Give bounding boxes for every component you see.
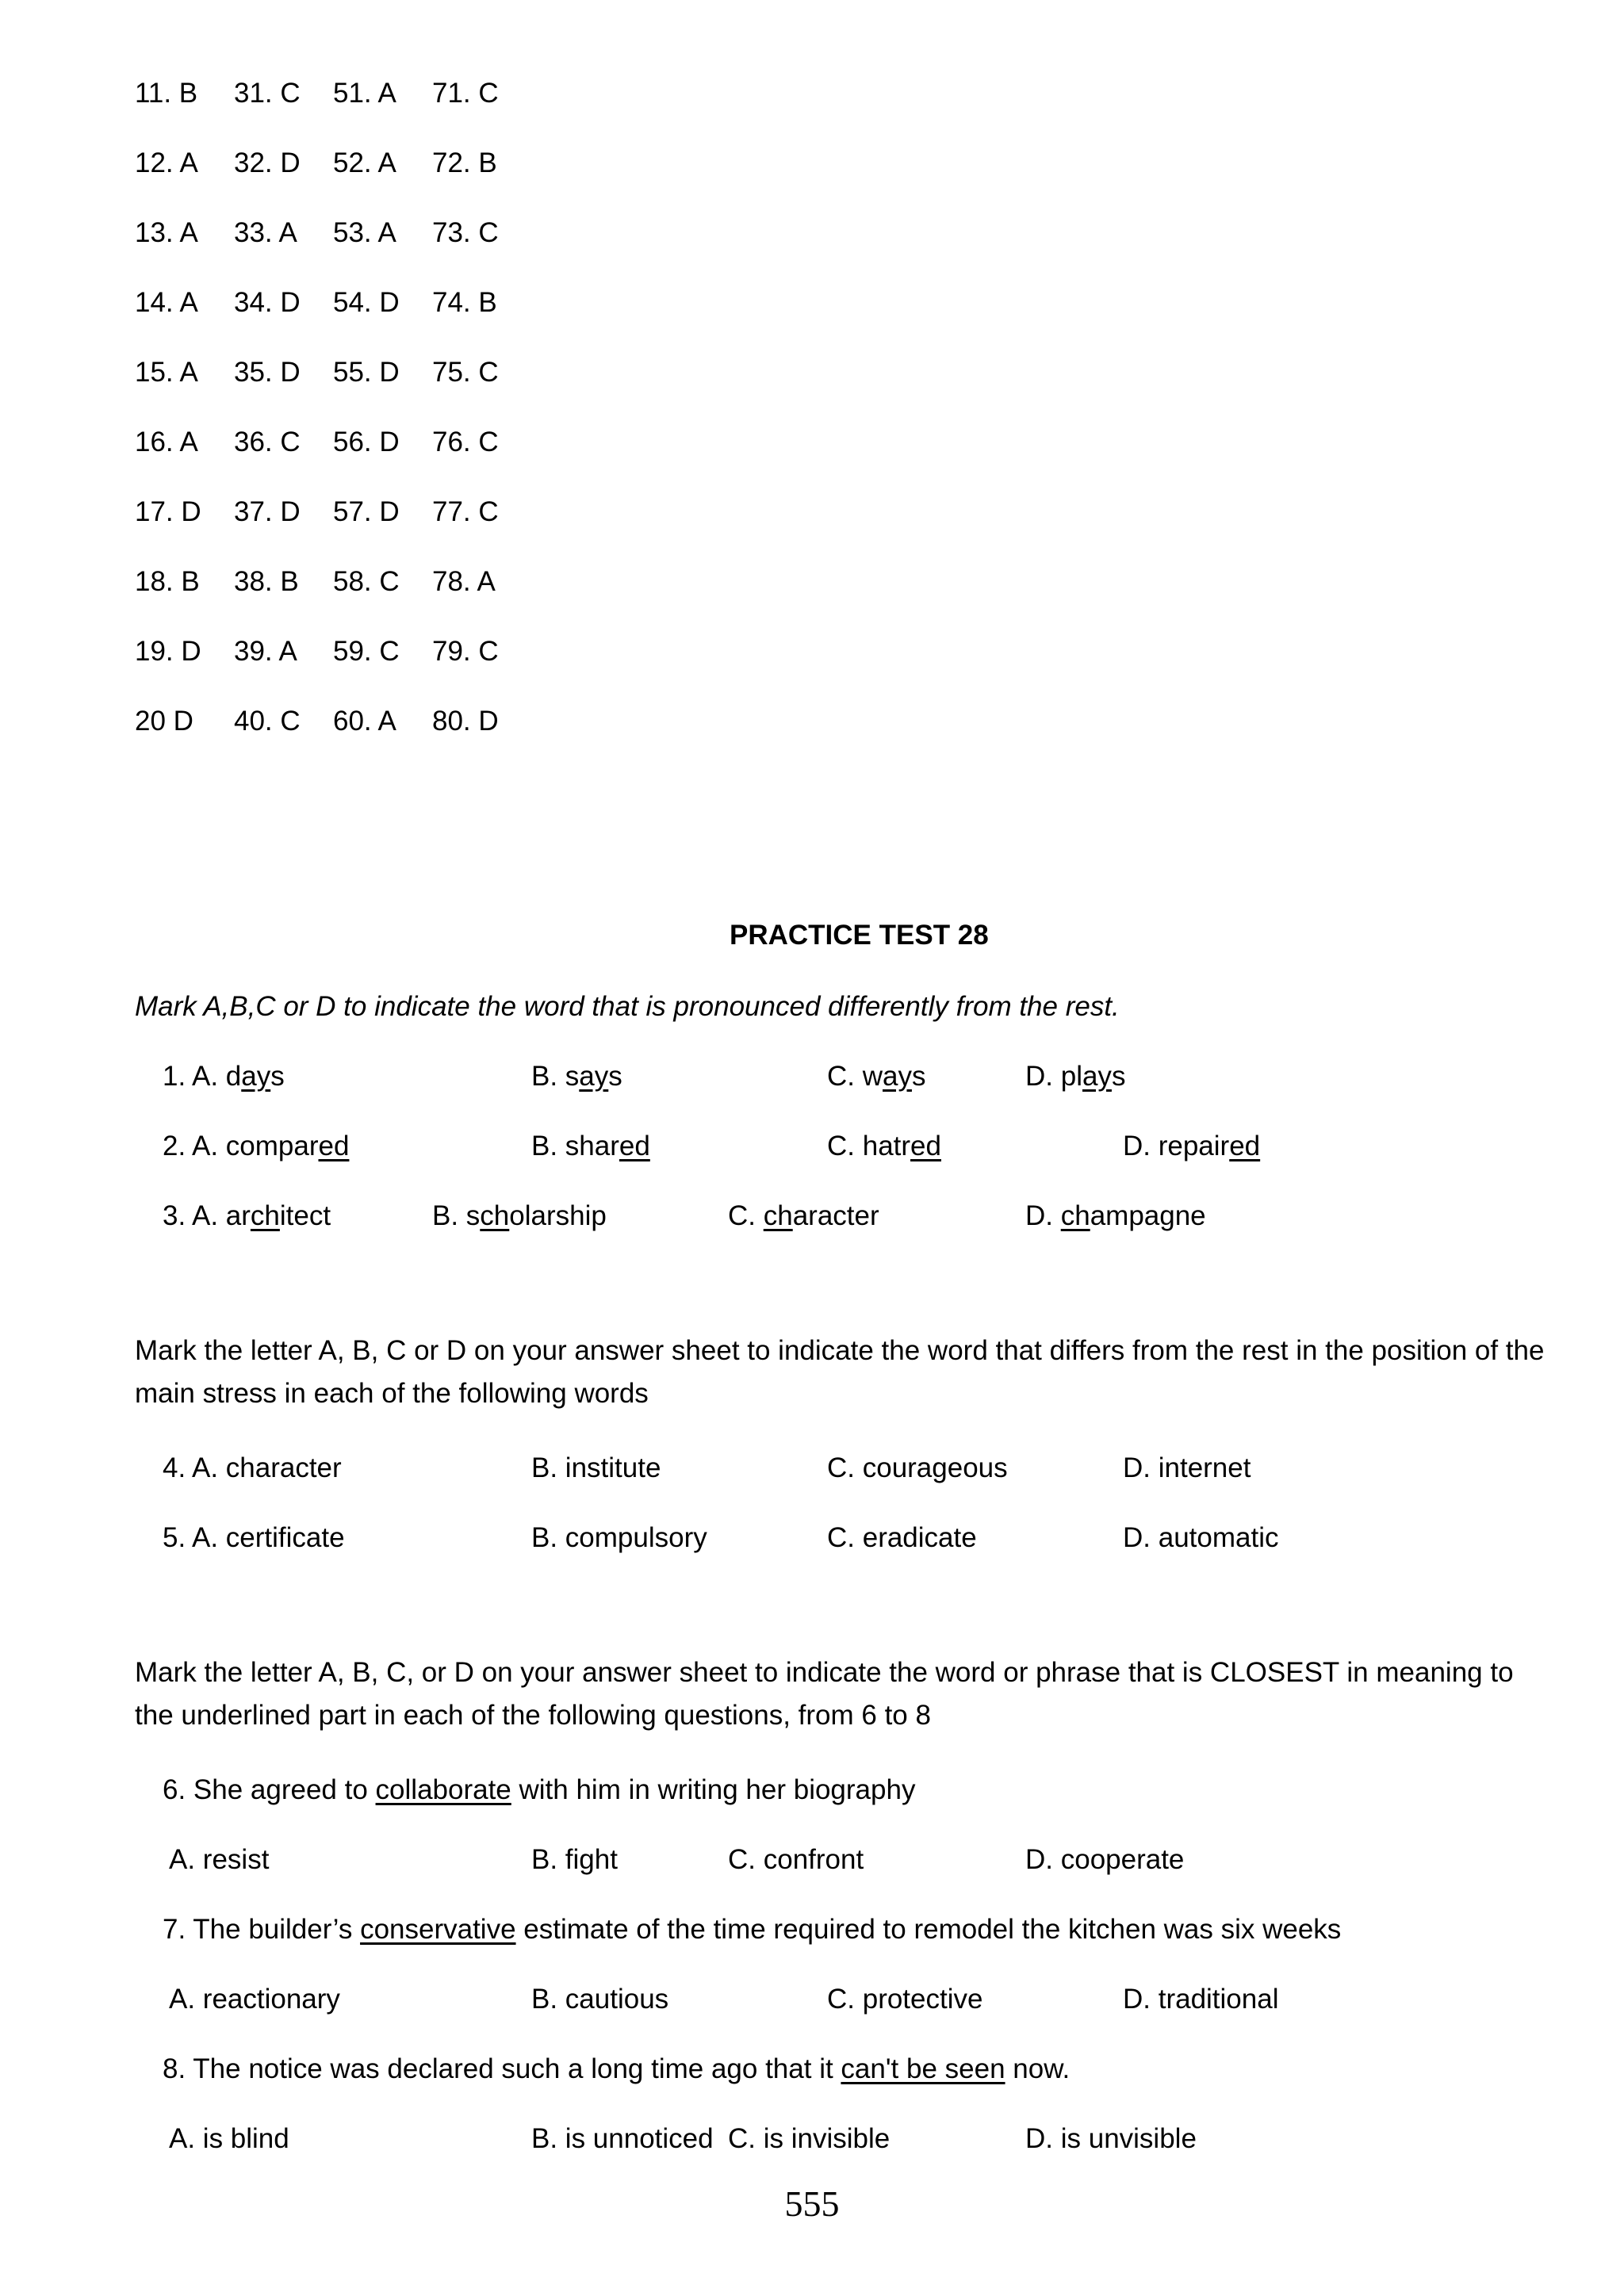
q8-stem: 8. The notice was declared such a long time ago that it can't be seen now. bbox=[163, 2053, 1071, 2084]
answer-key-cell: 37. D bbox=[234, 496, 301, 527]
answer-key-cell: 71. C bbox=[432, 78, 499, 109]
answer-key-cell: 53. A bbox=[333, 217, 396, 248]
answer-key-cell: 35. D bbox=[234, 357, 301, 388]
answer-key-cell: 40. C bbox=[234, 706, 301, 737]
answer-key-cell: 14. A bbox=[135, 287, 198, 318]
q2-option-c: C. hatred bbox=[827, 1131, 941, 1161]
q8-option-b: B. is unnoticed bbox=[531, 2123, 714, 2154]
answer-key-cell: 52. A bbox=[333, 147, 396, 178]
practice-test-title: PRACTICE TEST 28 bbox=[730, 920, 989, 951]
answer-key-cell: 79. C bbox=[432, 636, 499, 667]
answer-key-cell: 12. A bbox=[135, 147, 198, 178]
q7-option-c: C. protective bbox=[827, 1984, 983, 2015]
answer-key-cell: 57. D bbox=[333, 496, 400, 527]
q2-option-a: 2. A. compared bbox=[163, 1131, 350, 1161]
answer-key-cell: 13. A bbox=[135, 217, 198, 248]
q1-option-a: 1. A. days bbox=[163, 1061, 285, 1092]
q6-stem: 6. She agreed to collaborate with him in writing her biography bbox=[163, 1774, 916, 1805]
q5-option-d: D. automatic bbox=[1123, 1522, 1279, 1553]
q5-option-c: C. eradicate bbox=[827, 1522, 977, 1553]
q5-option-a: 5. A. certificate bbox=[163, 1522, 345, 1553]
q6-option-b: B. fight bbox=[531, 1844, 618, 1875]
answer-key-cell: 80. D bbox=[432, 706, 499, 737]
answer-key-cell: 55. D bbox=[333, 357, 400, 388]
q2-option-d: D. repaired bbox=[1123, 1131, 1261, 1161]
answer-key-cell: 36. C bbox=[234, 427, 301, 457]
q6-option-d: D. cooperate bbox=[1025, 1844, 1185, 1875]
q3-option-a: 3. A. architect bbox=[163, 1200, 331, 1231]
section3-instruction: Mark the letter A, B, C, or D on your answer sheet to indicate the word or phrase that is CLOSEST in meaning to the underlined part in each of the following questions, from 6 to 8 bbox=[135, 1657, 1514, 1731]
q8-option-c: C. is invisible bbox=[728, 2123, 891, 2154]
answer-key-cell: 38. B bbox=[234, 566, 299, 597]
q3-option-b: B. scholarship bbox=[432, 1200, 607, 1231]
answer-key-cell: 51. A bbox=[333, 78, 396, 109]
answer-key-cell: 32. D bbox=[234, 147, 301, 178]
answer-key-cell: 75. C bbox=[432, 357, 499, 388]
answer-key-cell: 33. A bbox=[234, 217, 297, 248]
answer-key-cell: 15. A bbox=[135, 357, 198, 388]
answer-key-cell: 56. D bbox=[333, 427, 400, 457]
section1-instruction: Mark A,B,C or D to indicate the word that is pronounced differently from the rest. bbox=[135, 991, 1120, 1022]
q4-option-b: B. institute bbox=[531, 1452, 661, 1483]
answer-key-cell: 31. C bbox=[234, 78, 301, 109]
q7-stem: 7. The builder’s conservative estimate of the time required to remodel the kitchen was six weeks bbox=[163, 1914, 1342, 1945]
answer-key-cell: 19. D bbox=[135, 636, 201, 667]
q2-option-b: B. shared bbox=[531, 1131, 650, 1161]
q3-option-d: D. champagne bbox=[1025, 1200, 1206, 1231]
q7-option-a: A. reactionary bbox=[169, 1984, 340, 2015]
q4-option-a: 4. A. character bbox=[163, 1452, 342, 1483]
answer-key-cell: 34. D bbox=[234, 287, 301, 318]
q6-option-a: A. resist bbox=[169, 1844, 270, 1875]
q5-option-b: B. compulsory bbox=[531, 1522, 707, 1553]
q1-option-b: B. says bbox=[531, 1061, 622, 1092]
q7-option-d: D. traditional bbox=[1123, 1984, 1279, 2015]
answer-key-cell: 58. C bbox=[333, 566, 400, 597]
answer-key-cell: 78. A bbox=[432, 566, 496, 597]
answer-key-cell: 16. A bbox=[135, 427, 198, 457]
answer-key-cell: 74. B bbox=[432, 287, 497, 318]
section2-instruction: Mark the letter A, B, C or D on your answer sheet to indicate the word that differs from the rest in the position of the main stress in each of the following words bbox=[135, 1335, 1545, 1409]
answer-key-cell: 20 D bbox=[135, 706, 193, 737]
answer-key-cell: 17. D bbox=[135, 496, 201, 527]
q8-option-d: D. is unvisible bbox=[1025, 2123, 1197, 2154]
answer-key-cell: 59. C bbox=[333, 636, 400, 667]
answer-key-cell: 18. B bbox=[135, 566, 200, 597]
q3-option-c: C. character bbox=[728, 1200, 879, 1231]
q1-option-c: C. ways bbox=[827, 1061, 926, 1092]
answer-key-cell: 39. A bbox=[234, 636, 297, 667]
answer-key-cell: 77. C bbox=[432, 496, 499, 527]
answer-key-cell: 76. C bbox=[432, 427, 499, 457]
answer-key-cell: 73. C bbox=[432, 217, 499, 248]
q1-option-d: D. plays bbox=[1025, 1061, 1126, 1092]
q6-option-c: C. confront bbox=[728, 1844, 864, 1875]
q7-option-b: B. cautious bbox=[531, 1984, 669, 2015]
q8-option-a: A. is blind bbox=[169, 2123, 289, 2154]
answer-key-cell: 11. B bbox=[135, 78, 198, 109]
q4-option-c: C. courageous bbox=[827, 1452, 1008, 1483]
q4-option-d: D. internet bbox=[1123, 1452, 1251, 1483]
answer-key-cell: 72. B bbox=[432, 147, 497, 178]
answer-key-cell: 60. A bbox=[333, 706, 396, 737]
answer-key-cell: 54. D bbox=[333, 287, 400, 318]
page-number: 555 bbox=[784, 2183, 840, 2224]
